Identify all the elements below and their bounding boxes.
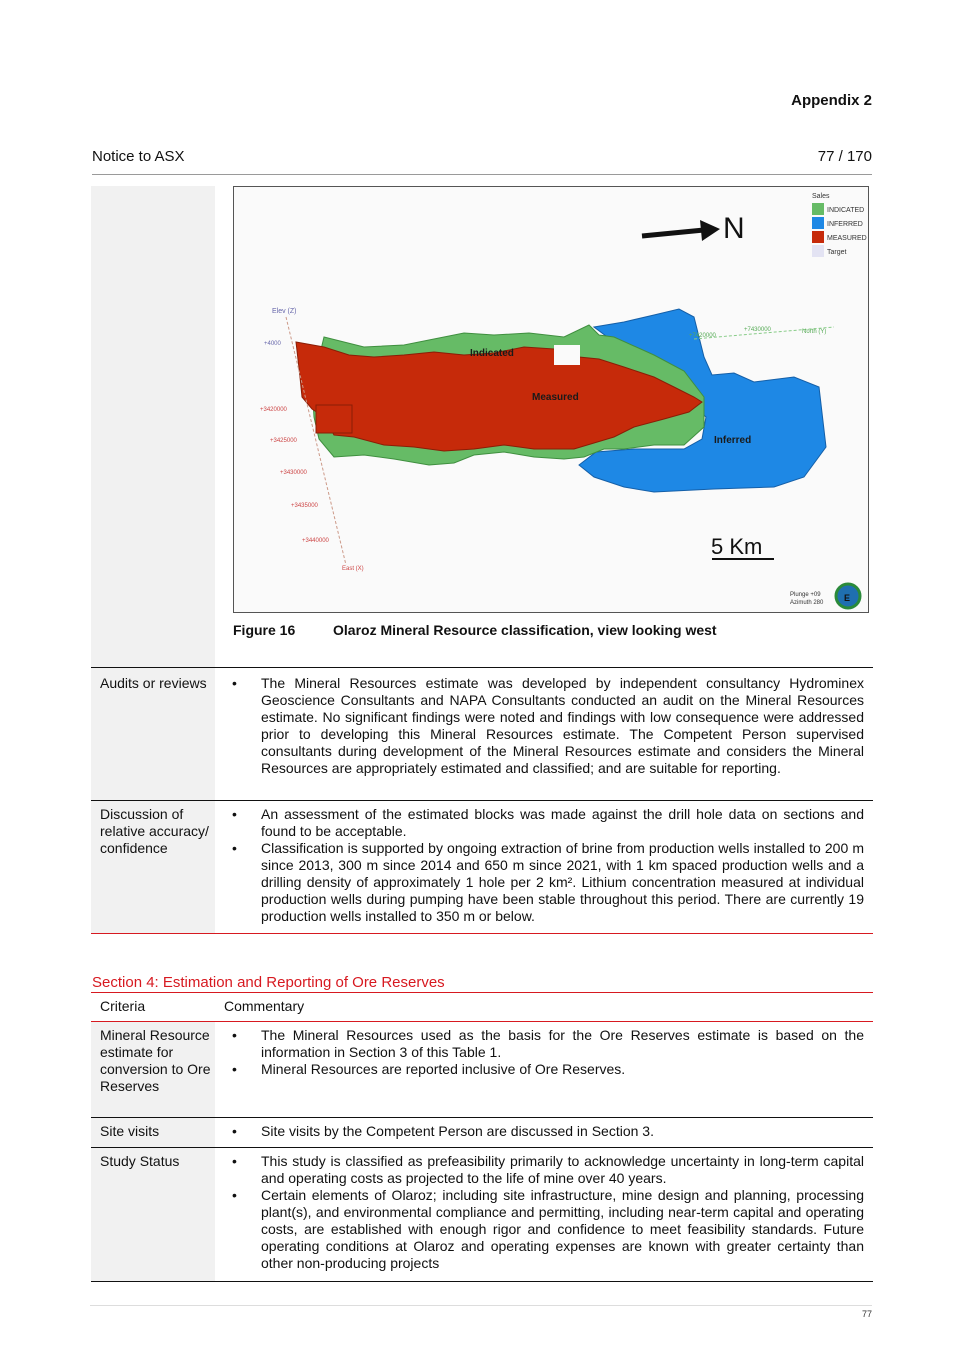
elev-axis-label: Elev (Z): [272, 308, 297, 315]
criteria-cell: Audits or reviews: [91, 668, 215, 800]
commentary-cell: [215, 1022, 873, 1117]
elev-tick: +4000: [264, 341, 281, 347]
legend-title: Sales: [812, 193, 830, 200]
compass-label: E: [844, 593, 851, 603]
appendix-label: Appendix 2: [791, 92, 872, 109]
list-item: • Mineral Resources are reported inclusive of Ore Reserves.: [232, 1061, 864, 1078]
footer-page-number: 77: [861, 1309, 872, 1319]
north-axis-label: North (Y): [802, 329, 827, 335]
north-label: N: [723, 212, 745, 245]
list-item: • The Mineral Resources estimate was developed by independent consultancy Hydrominex Geoscience Consultants and NAPA Consultants conducted an audit on the Mineral Resources estimate. No significant findings were noted and findings with low consequence were addressed prior to developing this Mineral Resources estimate. The Competent Person supervised consultants during development of the Mineral Resources estimate and considers the Mineral Resources are appropriately estimated and classified; and are suitable for reporting.: [232, 675, 864, 777]
east-tick: +3430000: [280, 470, 307, 476]
notice-label: Notice to ASX: [92, 148, 185, 165]
figure-svg: [234, 187, 868, 612]
table-header-row: [91, 993, 873, 1022]
east-tick: +3435000: [291, 503, 318, 509]
void-block: [554, 345, 580, 365]
inferred-label: Inferred: [714, 435, 752, 446]
legend-swatch-indicated: [812, 203, 824, 215]
table-row: [91, 1148, 873, 1282]
table-row: [91, 801, 873, 934]
page-counter: 77 / 170: [817, 148, 872, 165]
figure-caption: [233, 622, 717, 639]
commentary-cell: [215, 1118, 873, 1147]
list-item: • Site visits by the Competent Person are discussed in Section 3.: [232, 1123, 864, 1140]
table-row: [91, 1118, 873, 1148]
criteria-cell: Study Status: [91, 1148, 215, 1281]
indicated-label: Indicated: [470, 348, 514, 359]
legend-swatch-measured: [812, 231, 824, 243]
azimuth-label: Azimuth 280: [790, 600, 824, 606]
east-tick: +3420000: [260, 407, 287, 413]
resource-classification-figure: [233, 186, 869, 613]
list-item: • An assessment of the estimated blocks was made against the drill hole data on sections and found to be acceptable.: [232, 806, 864, 840]
figure-caption-text: Olaroz Mineral Resource classification, view looking west: [333, 622, 717, 638]
measured-block: [316, 405, 352, 433]
commentary-cell: [215, 668, 873, 800]
figure-cell: [215, 186, 873, 667]
measured-label: Measured: [532, 392, 579, 403]
north-tick: +7420000: [689, 333, 716, 339]
section-4-title: Section 4: Estimation and Reporting of Ore Reserves: [92, 974, 445, 991]
figure-criteria-cell: [91, 186, 215, 667]
commentary-cell: [215, 1148, 873, 1281]
footer-divider: [90, 1305, 872, 1306]
criteria-header: Criteria: [100, 998, 146, 1014]
resources-table: [91, 186, 873, 934]
north-tick: +7430000: [744, 327, 771, 333]
legend-swatch-target: [812, 245, 824, 257]
criteria-cell: Mineral Resource estimate for conversion to Ore Reserves: [91, 1022, 215, 1117]
list-item: [232, 840, 864, 925]
figure-number: Figure 16: [233, 622, 296, 638]
criteria-cell: Site visits: [91, 1118, 215, 1147]
table-row: [91, 668, 873, 801]
scale-label: 5 Km: [711, 534, 763, 559]
table-row: [91, 1022, 873, 1118]
legend-item: MEASURED: [827, 235, 867, 242]
bullet-text: Classification is supported by ongoing extraction of brine from production wells installed to 200 m since 2013, 300 m since 2014 and 650 m since 2021, with 1 km spaced production wells and a drilling density of approximately 1 hole per 2 km². Lithium concentration measured at individual production wells during pumping have been stable throughout this period. There are currently 19 production wells installed to 350 m or below.: [261, 840, 864, 924]
list-item: • The Mineral Resources used as the basis for the Ore Reserves estimate is based on the information in Section 3 of this Table 1.: [232, 1027, 864, 1061]
legend-item: Target: [827, 249, 847, 256]
legend-item: INDICATED: [827, 207, 865, 214]
list-item: • Certain elements of Olaroz; including site infrastructure, mine design and planning, processing plant(s), and environmental compliance and permitting, including near-term capital and operating costs, are established with enough rigor and confidence to meet feasibility standards. Future operating conditions at Olaroz and operating expenses are known with greater certainty than other non-producing projects: [232, 1187, 864, 1272]
ore-reserves-table: [91, 992, 873, 1282]
east-tick: +3440000: [302, 538, 329, 544]
page-header: [92, 148, 872, 175]
legend-swatch-inferred: [812, 217, 824, 229]
plunge-label: Plunge +09: [790, 592, 821, 598]
commentary-cell: [215, 801, 873, 933]
east-tick: +3425000: [270, 438, 297, 444]
east-axis-label: East (X): [342, 566, 364, 572]
list-item: • This study is classified as prefeasibility primarily to acknowledge uncertainty in long-term capital and operating costs as projected to the life of mine over 40 years.: [232, 1153, 864, 1187]
legend-item: INFERRED: [827, 221, 863, 228]
commentary-header: Commentary: [224, 998, 305, 1014]
criteria-cell: Discussion of relative accuracy/ confidence: [91, 801, 215, 933]
figure-row: [91, 186, 873, 668]
